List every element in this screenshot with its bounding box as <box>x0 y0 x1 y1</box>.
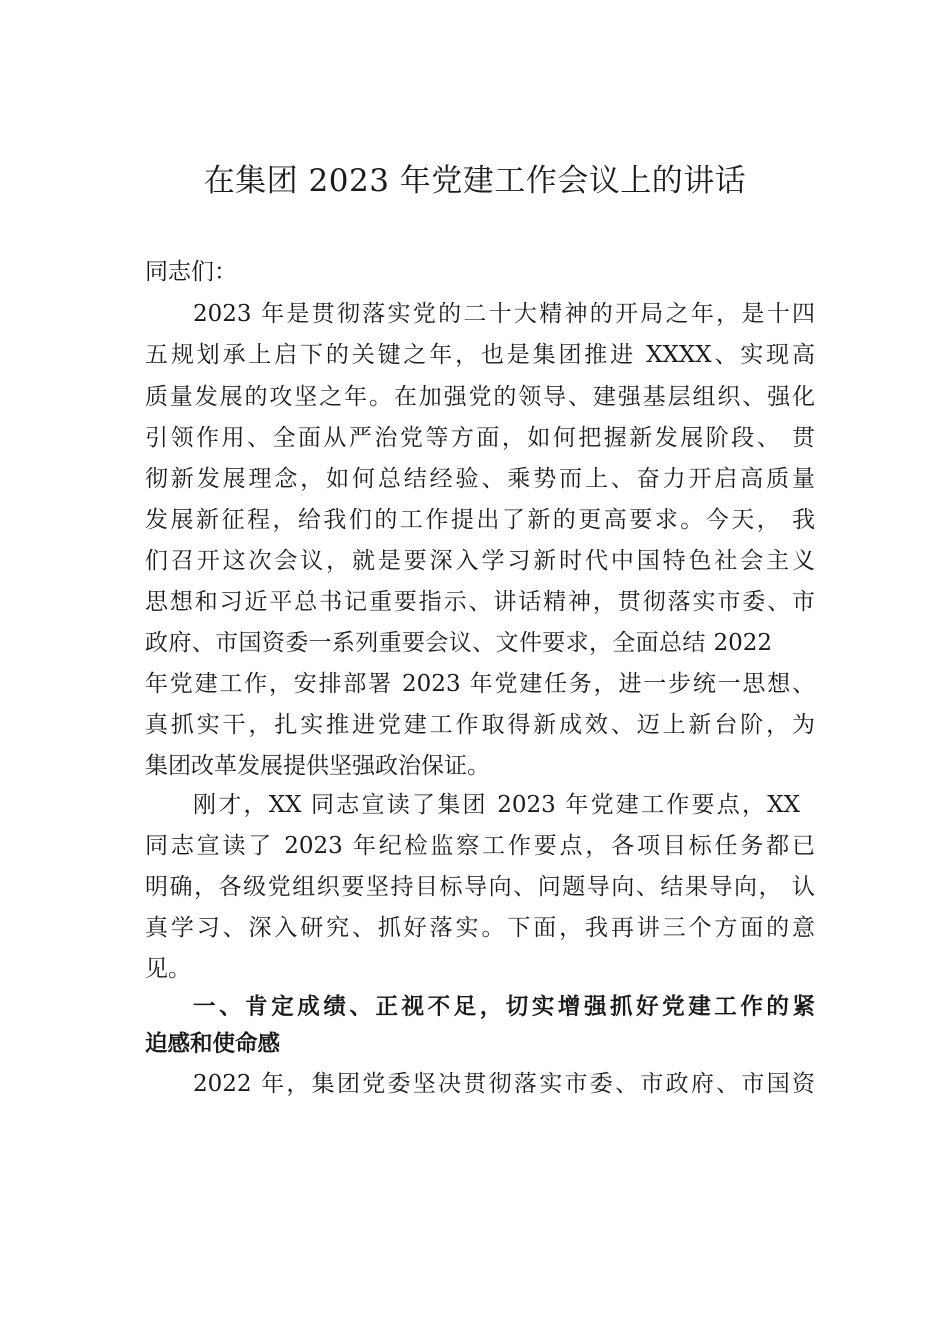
paragraph-line: 2022 年，集团党委坚决贯彻落实市委、市政府、市国资 <box>193 1071 815 1097</box>
paragraph-line: 引领作用、全面从严治党等方面，如何把握新发展阶段、 贯 <box>145 425 815 451</box>
paragraph-line: 政府、市国资委一系列重要会议、文件要求，全面总结 2022 <box>145 630 772 656</box>
paragraph-line: 2023 年是贯彻落实党的二十大精神的开局之年，是十四 <box>193 301 815 327</box>
paragraph-line: 五规划承上启下的关键之年，也是集团推进 XXXX、实现高 <box>145 342 815 368</box>
paragraph-line: 质量发展的攻坚之年。在加强党的领导、建强基层组织、强化 <box>145 384 815 410</box>
paragraph-line: 彻新发展理念，如何总结经验、乘势而上、奋力开启高质量 <box>145 466 815 492</box>
paragraph-line: 年党建工作，安排部署 2023 年党建任务，进一步统一思想、 <box>145 671 815 697</box>
paragraph-line: 们召开这次会议，就是要深入学习新时代中国特色社会主义 <box>145 548 815 574</box>
section-heading-line: 迫感和使命感 <box>145 1031 281 1057</box>
paragraph-line: 同志宣读了 2023 年纪检监察工作要点，各项目标任务都已 <box>145 833 815 859</box>
paragraph-line: 刚才，XX 同志宣读了集团 2023 年党建工作要点，XX <box>193 792 800 818</box>
paragraph-line: 明确，各级党组织要坚持目标导向、问题导向、结果导向， 认 <box>145 874 815 900</box>
paragraph-line: 思想和习近平总书记重要指示、讲话精神，贯彻落实市委、市 <box>145 589 815 615</box>
paragraph-line: 真学习、深入研究、抓好落实。下面，我再讲三个方面的意 <box>145 915 815 941</box>
salutation: 同志们： <box>145 259 237 285</box>
paragraph-line: 见。 <box>145 956 191 982</box>
section-heading-line: 一、肯定成绩、正视不足，切实增强抓好党建工作的紧 <box>193 994 815 1020</box>
paragraph-line: 集团改革发展提供坚强政治保证。 <box>145 753 490 779</box>
document-title: 在集团 2023 年党建工作会议上的讲话 <box>203 163 747 199</box>
paragraph-line: 发展新征程，给我们的工作提出了新的更高要求。今天， 我 <box>145 507 815 533</box>
paragraph-line: 真抓实干，扎实推进党建工作取得新成效、迈上新台阶，为 <box>145 712 815 738</box>
